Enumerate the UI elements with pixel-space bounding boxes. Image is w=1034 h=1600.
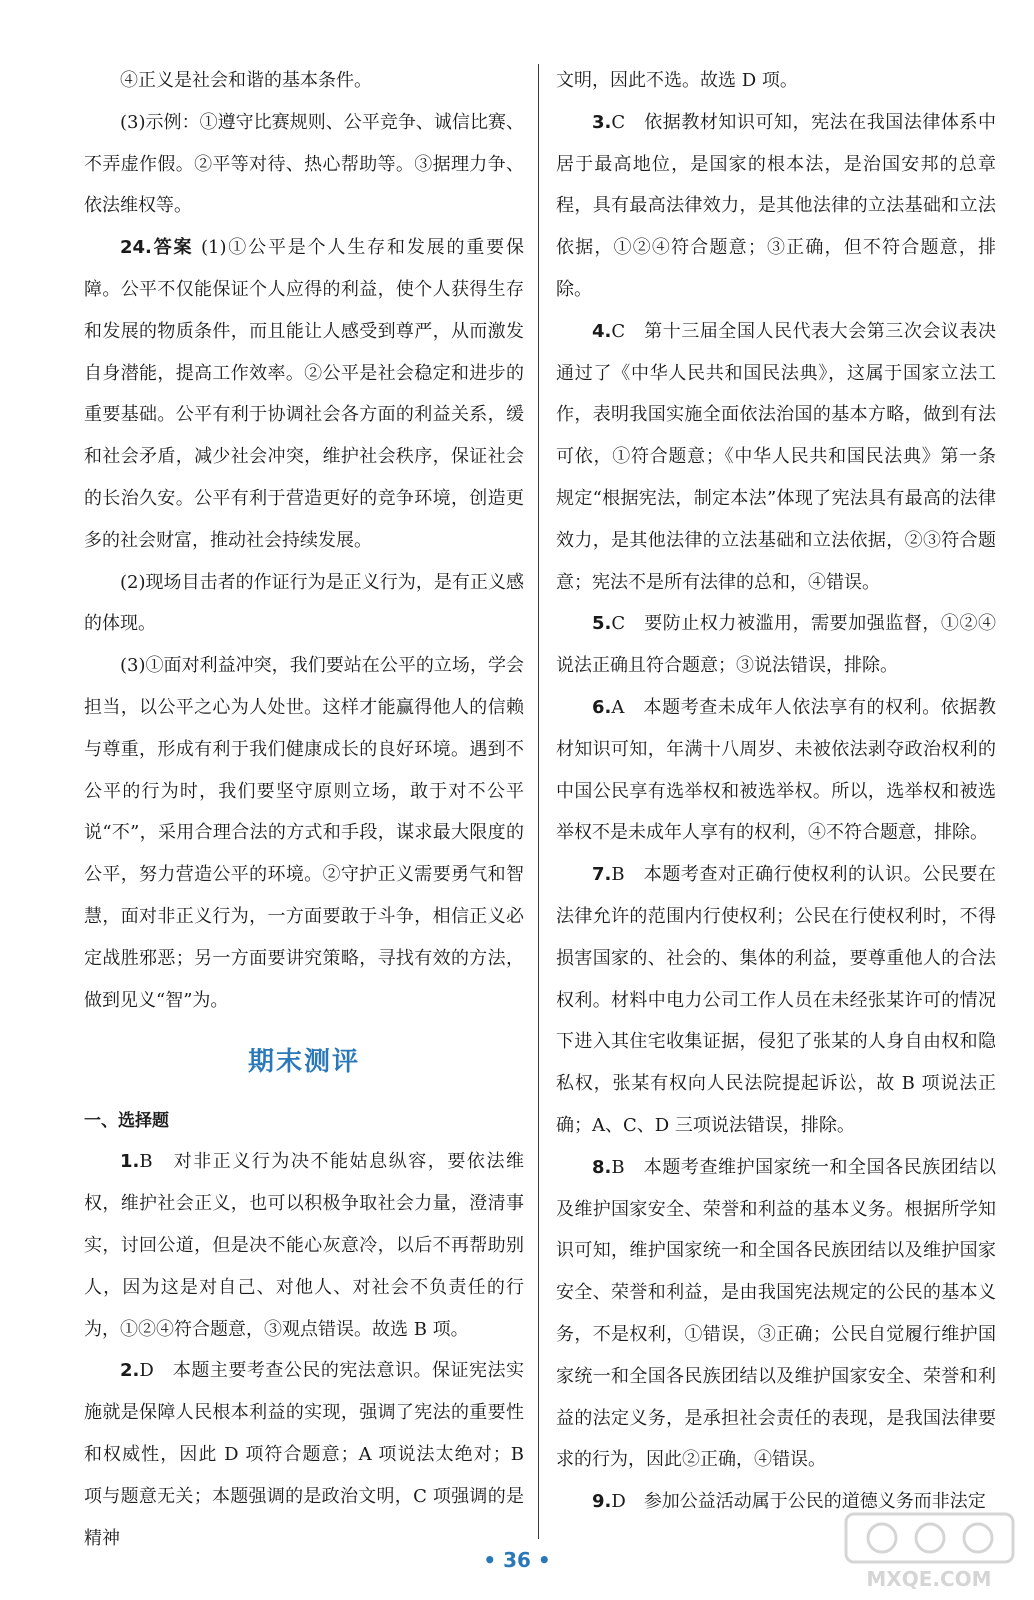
question-number: 8.	[592, 1156, 612, 1178]
paragraph: (2)现场目击者的作证行为是正义行为，是有正义感的体现。	[84, 571, 524, 635]
answer-letter: B	[611, 1156, 625, 1178]
answer-letter: C	[611, 320, 626, 342]
paragraph: (3)示例：①遵守比赛规则、公平竞争、诚信比赛、不弄虚作假。②平等对待、热心帮助等。③据理力争、依法维权等。	[84, 111, 524, 217]
paragraph-continued: 文明，因此不选。故选 D 项。	[556, 70, 798, 91]
answer-text: 第十三届全国人民代表大会第三次会议表决通过了《中华人民共和国民法典》，这属于国家立法工作，表明我国实施全面依法治国的基本方略，做到有法可依，①符合题意；《中华人民共和国民法典》第一条规定“根据宪法，制定本法”体现了宪法具有最高的法律效力，是其他法律的立法基础和立法依据，②③符合题意；宪法不是所有法律的总和，④错误。	[556, 320, 997, 593]
watermark-text: MXQE.COM	[866, 1567, 992, 1591]
left-column	[84, 60, 524, 1559]
answer-letter: B	[611, 864, 625, 886]
right-column	[556, 60, 996, 1523]
question-number: 7.	[592, 864, 612, 886]
question-number: 6.	[592, 696, 612, 718]
answer-letter: A	[611, 696, 625, 718]
answer-text: 本题主要考查公民的宪法意识。保证宪法实施就是保障人民根本利益的实现，强调了宪法的重要性和权威性，因此 D 项符合题意；A 项说法太绝对；B 项与题意无关；本题强调的是政治文明，C 项强调的是精神	[84, 1360, 525, 1549]
answer-text: 依据教材知识可知，宪法在我国法律体系中居于最高地位，是国家的根本法，是治国安邦的总章程，具有最高法律效力，是其他法律的立法基础和立法依据，①②④符合题意；③正确，但不符合题意，排除。	[556, 111, 997, 300]
answer-letter: C	[611, 111, 626, 133]
answer-label: 答案	[151, 237, 194, 259]
answer-text: 本题考查维护国家统一和全国各民族团结以及维护国家安全、荣誉和利益的基本义务。根据所学知识可知，维护国家统一和全国各民族团结以及维护国家安全、荣誉和利益，是由我国宪法规定的公民的基本义务，不是权利，①错误，③正确；公民自觉履行维护国家统一和全国各民族团结以及维护国家安全、荣誉和利益的法定义务，是承担社会责任的表现，是我国法律要求的行为，因此②正确，④错误。	[556, 1156, 996, 1471]
answer-5	[556, 603, 996, 687]
column-divider	[538, 64, 539, 1539]
answer-letter: D	[139, 1360, 154, 1382]
subheading: 一、选择题	[84, 1111, 169, 1132]
answer-6	[556, 687, 996, 854]
answer-8	[556, 1147, 996, 1481]
answer-text: 要防止权力被滥用，需要加强监督，①②④说法正确且符合题意；③说法错误，排除。	[556, 613, 997, 677]
question-number: 1.	[120, 1151, 140, 1173]
answer-2	[84, 1350, 524, 1559]
answer-text: 对非正义行为决不能姑息纵容，要依法维权，维护社会正义，也可以积极争取社会力量，澄清事实，讨回公道，但是决不能心灰意冷，以后不再帮助别人，因为这是对自己、对他人、对社会不负责任的行为，①②④符合题意，③观点错误。故选 B 项。	[84, 1151, 524, 1340]
watermark-logo	[842, 1510, 1017, 1594]
answer-4	[556, 311, 996, 604]
question-number: 5.	[592, 613, 612, 635]
answer-text: (1)①公平是个人生存和发展的重要保障。公平不仅能保证个人应得的利益，使个人获得生存和发展的物质条件，而且能让人感受到尊严，从而激发自身潜能，提高工作效率。②公平是社会稳定和进步的重要基础。公平有利于协调社会各方面的利益关系，缓和社会矛盾，减少社会冲突，维护社会秩序，保证社会的长治久安。公平有利于营造更好的竞争环境，创造更多的社会财富，推动社会持续发展。	[84, 237, 524, 551]
paragraph: ④正义是社会和谐的基本条件。	[120, 70, 372, 91]
answer-letter: C	[611, 613, 626, 635]
answer-letter: D	[611, 1491, 626, 1513]
answer-3	[556, 102, 996, 311]
answer-text: 参加公益活动属于公民的道德义务而非法定	[643, 1491, 986, 1513]
answer-1	[84, 1141, 524, 1350]
question-number: 3.	[592, 111, 612, 133]
answer-letter: B	[139, 1151, 153, 1173]
question-number: 4.	[592, 320, 612, 342]
answer-7	[556, 854, 996, 1147]
answer-24	[84, 227, 524, 561]
answer-text: 本题考查未成年人依法享有的权利。依据教材知识可知，年满十八周岁、未被依法剥夺政治权利的中国公民享有选举权和被选举权。所以，选举权和被选举权不是未成年人享有的权利，④不符合题意，排除。	[556, 696, 997, 844]
question-number: 2.	[120, 1360, 140, 1382]
answer-text: 本题考查对正确行使权利的认识。公民要在法律允许的范围内行使权利；公民在行使权利时，不得损害国家的、社会的、集体的利益，要尊重他人的合法权利。材料中电力公司工作人员在未经张某许可的情况下进入其住宅收集证据，侵犯了张某的人身自由权和隐私权，张某有权向人民法院提起诉讼，故 B 项说法正确；A、C、D 三项说法错误，排除。	[556, 864, 996, 1136]
question-number: 24.	[120, 237, 152, 259]
section-title: 期末测评	[247, 1047, 360, 1078]
page-number: • 36 •	[483, 1548, 551, 1572]
question-number: 9.	[592, 1491, 612, 1513]
paragraph: (3)①面对利益冲突，我们要站在公平的立场，学会担当，以公平之心为人处世。这样才能赢得他人的信赖与尊重，形成有利于我们健康成长的良好环境。遇到不公平的行为时，我们要坚守原则立场，敢于对不公平说“不”，采用合理合法的方式和手段，谋求最大限度的公平，努力营造公平的环境。②守护正义需要勇气和智慧，面对非正义行为，一方面要敢于斗争，相信正义必定战胜邪恶；另一方面要讲究策略，寻找有效的方法，做到见义“智”为。	[84, 655, 524, 1011]
